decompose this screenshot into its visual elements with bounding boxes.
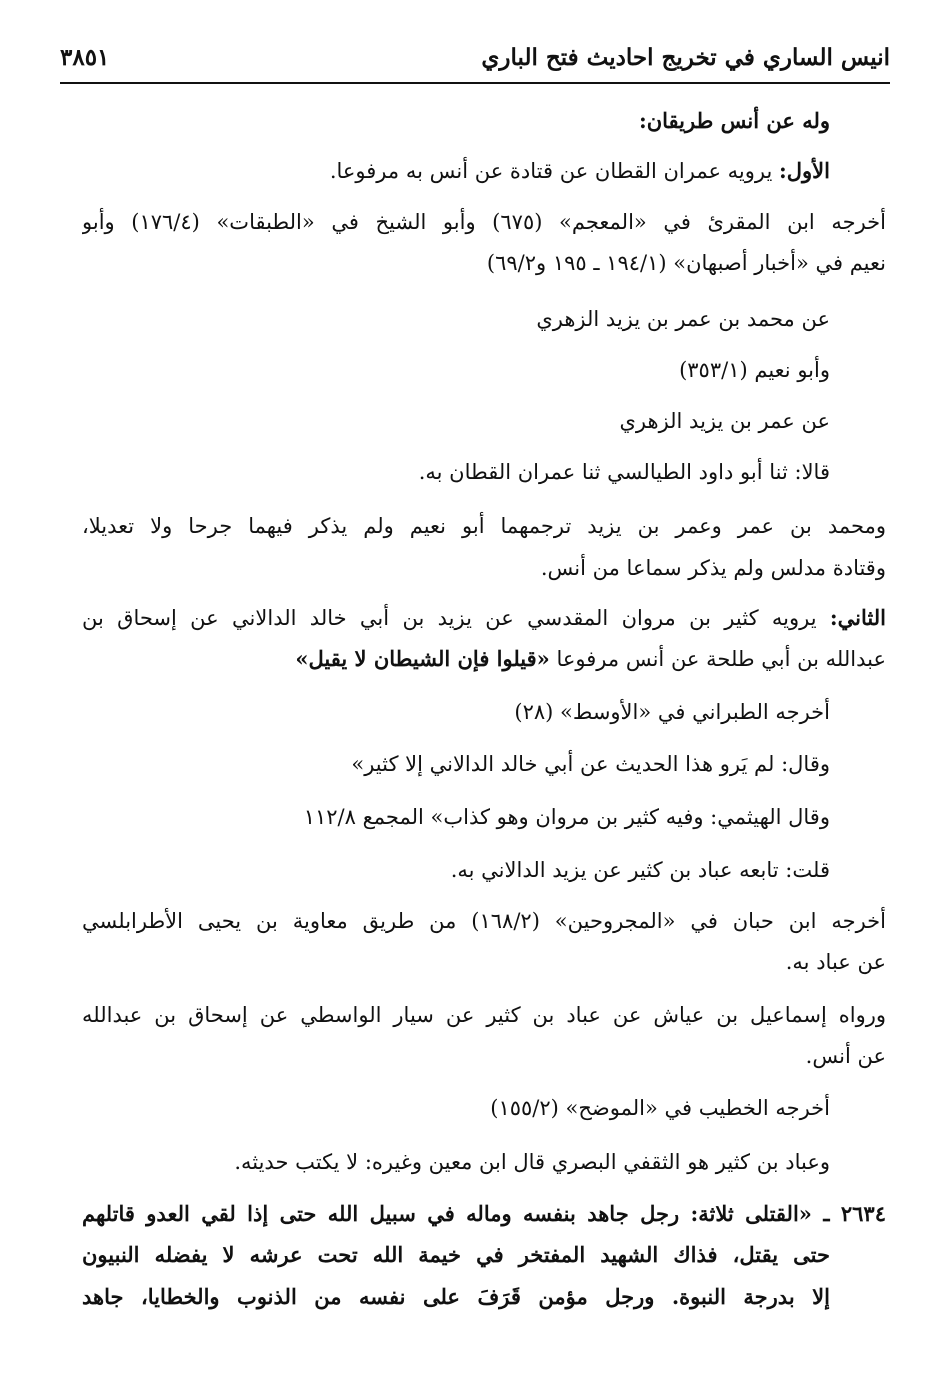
text-line: وقتادة مدلس ولم يذكر سماعا من أنس. [540,556,886,580]
hadith-entry-line: حتى يقتل، فذاك الشهيد المفتخر في خيمة الله تحت عرشه لا يفضله النبيون [82,1242,830,1267]
text-line: وقال: لم يَرو هذا الحديث عن أبي خالد الدالاني إلا كثير» [351,752,830,776]
second-path-line [82,603,886,633]
text-line: أخرجه الطبراني في «الأوسط» (٢٨) [514,700,830,724]
text-line: ورواه إسماعيل بن عياش عن عباد بن كثير عن سيار الواسطي عن إسحاق بن عبدالله [82,1003,886,1027]
running-header [60,38,890,78]
hadith-entry-line: ٢٦٣٤ ـ «القتلى ثلاثة: رجل جاهد بنفسه وماله في سبيل الله حتى إذا لقي العدو قاتلهم [82,1201,886,1226]
text-line: وأبو نعيم (٣٥٣/١) [679,358,830,382]
first-path-text: يرويه عمران القطان عن قتادة عن أنس به مرفوعا. [329,159,780,183]
hadith-quote: «قيلوا فإن الشيطان لا يقيل» [295,646,550,671]
text-line: وقال الهيثمي: وفيه كثير بن مروان وهو كذاب» المجمع ١١٢/٨ [303,805,830,829]
text-line: ومحمد بن عمر وعمر بن يزيد ترجمهما أبو نعيم ولم يذكر فيهما جرحا ولا تعديلا، [82,514,886,538]
first-path-line [330,156,830,186]
text-line: أخرجه ابن حبان في «المجروحين» (١٦٨/٢) من طريق معاوية بن يحيى الأطرابلسي [82,909,886,933]
second-path-label: الثاني: [829,605,886,630]
text-segment: عبدالله بن أبي طلحة عن أنس مرفوعا [549,647,886,671]
first-path-label: الأول: [779,158,830,183]
page-number: ٣٨٥١ [60,44,110,71]
text-line: قالا: ثنا أبو داود الطيالسي ثنا عمران القطان به. [418,460,830,484]
book-title: انيس الساري في تخريج احاديث فتح الباري [481,44,890,71]
text-line: عن محمد بن عمر بن يزيد الزهري [536,307,830,331]
text-line: عن عباد به. [785,950,886,974]
text-line [295,644,886,674]
text-line: وعباد بن كثير هو الثقفي البصري قال ابن معين وغيره: لا يكتب حديثه. [234,1150,830,1174]
second-path-text: يرويه كثير بن مروان المقدسي عن يزيد بن أبي خالد الدالاني عن إسحاق بن [82,606,830,630]
section-heading: وله عن أنس طريقان: [638,108,830,133]
text-line: أخرجه ابن المقرئ في «المعجم» (٦٧٥) وأبو الشيخ في «الطبقات» (١٧٦/٤) وأبو [82,210,886,234]
text-line: عن عمر بن يزيد الزهري [619,409,830,433]
text-line: قلت: تابعه عباد بن كثير عن يزيد الدالاني به. [450,858,830,882]
header-divider [60,82,890,84]
text-line: عن أنس. [805,1044,886,1068]
text-line: أخرجه الخطيب في «الموضح» (١٥٥/٢) [490,1096,830,1120]
text-line: نعيم في «أخبار أصبهان» (١٩٤/١ ـ ١٩٥ و٦٩/٢) [486,251,886,275]
hadith-entry-line: إلا بدرجة النبوة. ورجل مؤمن قَرَفَ على نفسه من الذنوب والخطايا، جاهد [82,1284,830,1309]
